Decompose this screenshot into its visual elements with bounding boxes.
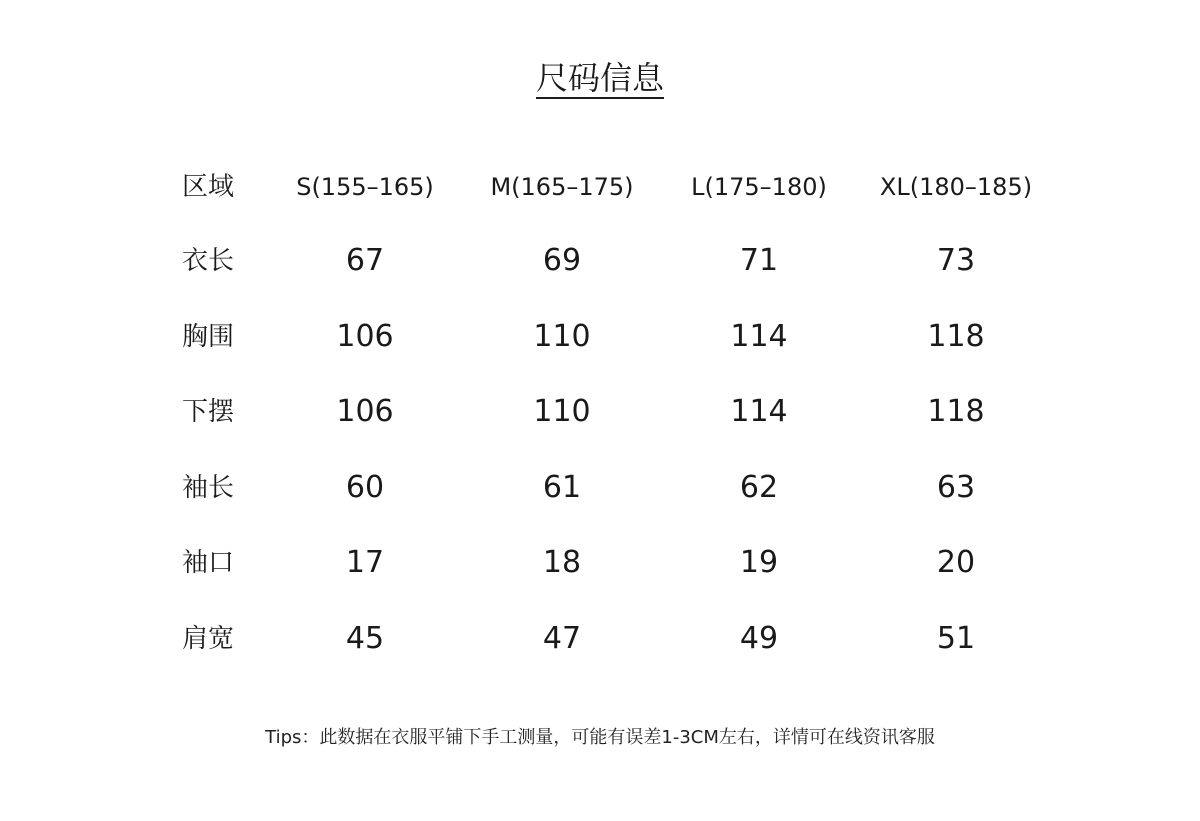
tips-note: Tips：此数据在衣服平铺下手工测量，可能有误差1-3CM左右，详情可在线资讯客服 — [265, 727, 935, 748]
table-row — [0, 236, 1200, 286]
table-cell: 114 — [730, 319, 788, 354]
row-label: 衣长 — [181, 246, 234, 276]
header-label: 区域 — [181, 172, 234, 202]
table-cell: 49 — [739, 621, 779, 656]
header-size-xl: XL(180–185) — [879, 173, 1033, 201]
table-cell: 110 — [533, 319, 591, 354]
table-cell: 18 — [542, 545, 582, 580]
row-label: 下摆 — [181, 397, 234, 427]
table-cell: 61 — [542, 470, 582, 505]
table-cell: 106 — [336, 394, 394, 429]
table-cell: 47 — [542, 621, 582, 656]
header-size-s: S(155–165) — [296, 173, 434, 201]
table-cell: 63 — [936, 470, 976, 505]
table-cell: 60 — [345, 470, 385, 505]
table-cell: 110 — [533, 394, 591, 429]
table-cell: 17 — [345, 545, 385, 580]
table-cell: 114 — [730, 394, 788, 429]
page-title-text: 尺码信息 — [535, 59, 664, 97]
table-cell: 20 — [936, 545, 976, 580]
page-title — [0, 56, 1200, 100]
row-label: 袖口 — [181, 548, 234, 578]
row-label: 袖长 — [181, 473, 234, 503]
table-cell: 71 — [739, 243, 779, 278]
table-row — [0, 538, 1200, 588]
table-cell: 118 — [927, 319, 985, 354]
table-row — [0, 614, 1200, 664]
table-row — [0, 387, 1200, 437]
table-cell: 118 — [927, 394, 985, 429]
table-header-row — [0, 162, 1200, 212]
row-label: 肩宽 — [181, 624, 234, 654]
table-cell: 62 — [739, 470, 779, 505]
table-row — [0, 463, 1200, 513]
table-cell: 51 — [936, 621, 976, 656]
header-size-l: L(175–180) — [691, 173, 827, 201]
table-cell: 19 — [739, 545, 779, 580]
table-cell: 73 — [936, 243, 976, 278]
table-cell: 106 — [336, 319, 394, 354]
table-cell: 45 — [345, 621, 385, 656]
table-row — [0, 312, 1200, 362]
table-cell: 67 — [345, 243, 385, 278]
header-size-m: M(165–175) — [490, 173, 634, 201]
row-label: 胸围 — [181, 322, 234, 352]
table-cell: 69 — [542, 243, 582, 278]
